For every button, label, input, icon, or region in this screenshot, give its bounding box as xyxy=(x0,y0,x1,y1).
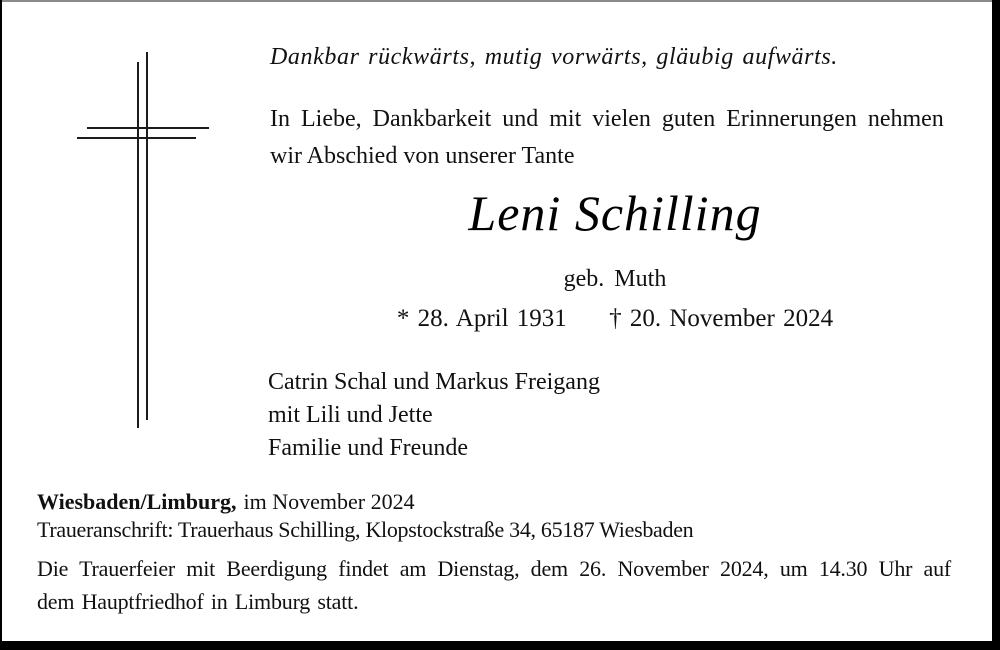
maiden-name: geb. Muth xyxy=(563,266,667,292)
scan-edge-top xyxy=(0,0,1000,2)
mourner-line: mit Lili und Jette xyxy=(268,402,433,428)
intro-paragraph xyxy=(270,101,960,175)
deceased-name: Leni Schilling xyxy=(468,185,762,241)
mourners-list xyxy=(268,366,600,465)
mourner-line: Familie und Freunde xyxy=(268,435,468,461)
birth-date: * 28. April 1931 xyxy=(396,305,567,332)
memorial-cross-icon xyxy=(70,40,230,440)
mourner-line: Catrin Schal und Markus Freigang xyxy=(268,369,600,395)
funeral-line2: dem Hauptfriedhof in Limburg statt. xyxy=(37,589,359,614)
scan-edge-bottom xyxy=(0,641,1000,650)
mourning-address: Traueranschrift: Trauerhaus Schilling, Klopstockstraße 34, 65187 Wiesbaden xyxy=(37,517,694,542)
motto-text: Dankbar rückwärts, mutig vorwärts, gläubig aufwärts. xyxy=(270,44,838,70)
place-names: Wiesbaden/Limburg, xyxy=(37,489,237,514)
life-dates xyxy=(270,305,960,333)
intro-line2: wir Abschied von unserer Tante xyxy=(270,143,575,169)
intro-line1: In Liebe, Dankbarkeit und mit vielen guten Erinnerungen nehmen xyxy=(270,106,944,132)
place-date: im November 2024 xyxy=(243,489,415,514)
funeral-notice xyxy=(37,552,959,618)
scan-edge-left xyxy=(0,0,2,650)
scan-edge-right xyxy=(992,0,1000,650)
funeral-line1: Die Trauerfeier mit Beerdigung findet am Dienstag, dem 26. November 2024, um 14.30 Uhr auf xyxy=(37,556,952,581)
death-date: † 20. November 2024 xyxy=(609,305,834,332)
place-date-line xyxy=(37,489,415,515)
